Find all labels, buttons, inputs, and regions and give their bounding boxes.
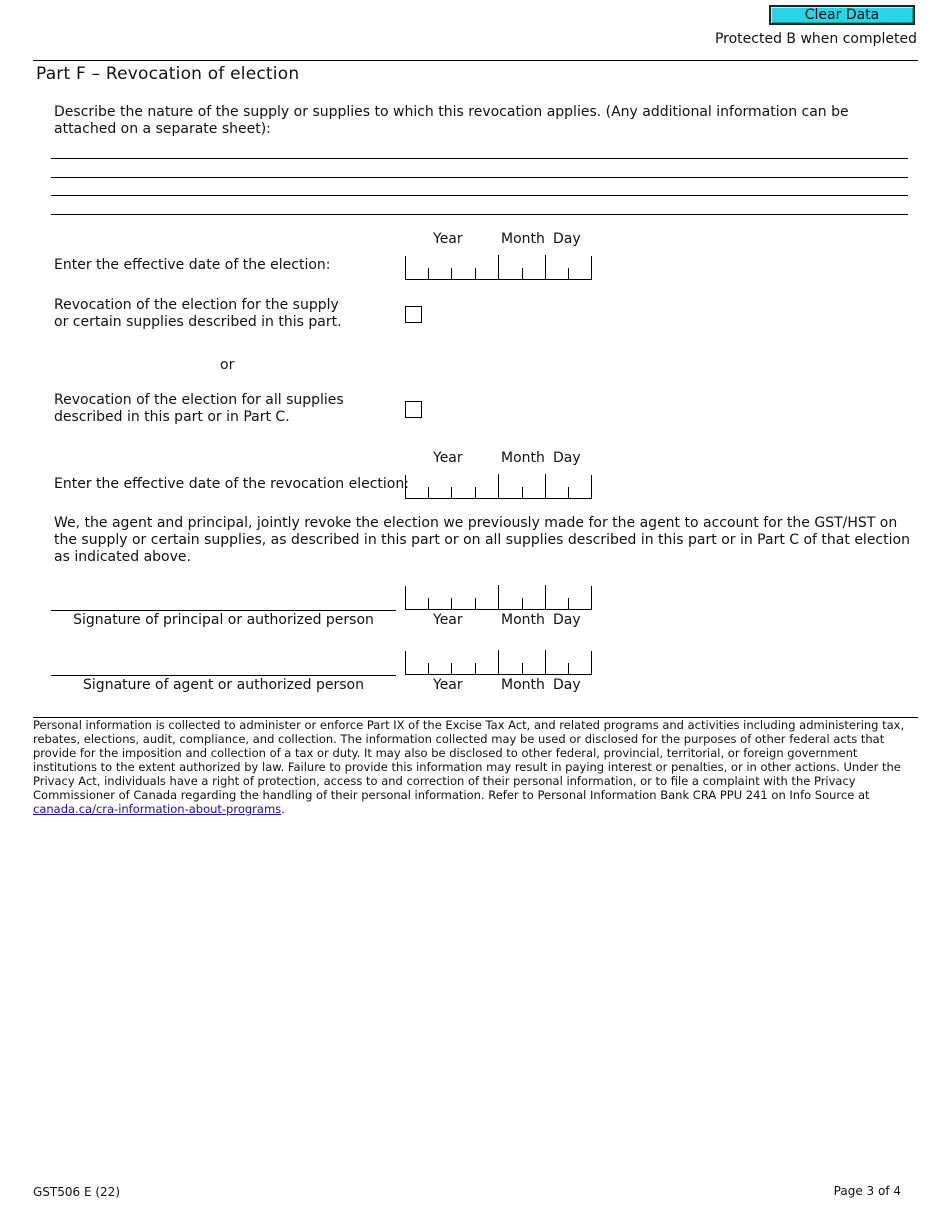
part-title: Part F – Revocation of election bbox=[36, 64, 300, 84]
month-header: Month bbox=[501, 450, 545, 466]
effective-date-field[interactable] bbox=[405, 256, 592, 280]
supply-description-label: Describe the nature of the supply or supplies to which this revocation applies. (Any additional information can be attached on a separate sheet): bbox=[54, 104, 849, 137]
revocation-date-label: Enter the effective date of the revocation election: bbox=[54, 476, 409, 492]
revocation-option-2-checkbox[interactable] bbox=[405, 401, 422, 418]
privacy-notice-text: Personal information is collected to administer or enforce Part IX of the Excise Tax Act, and related programs and activities including administering tax, rebates, elections, audit, compliance, and collection. The information collected may be used or disclosed for the purposes of other federal acts that provide for the imposition and collection of a tax or duty. It may also be disclosed to other federal, provincial, territorial, or foreign government institutions to the extent authorized by law. Failure to provide this information may result in paying interest or penalties, or in other actions. Under the Privacy Act, individuals have a right of protection, access to and correction of their personal information, or to file a complaint with the Privacy Commissioner of Canada regarding the handling of their personal information. Refer to Personal Information Bank CRA PPU 241 on Info Source at bbox=[33, 718, 905, 802]
principal-signature-line[interactable] bbox=[51, 610, 396, 611]
revocation-option-1-label: Revocation of the election for the supply or certain supplies described in this part. bbox=[54, 297, 342, 330]
privacy-notice-end: . bbox=[281, 802, 285, 816]
agent-signature-date-field[interactable] bbox=[405, 651, 592, 675]
header-divider bbox=[33, 60, 918, 61]
description-line-3[interactable] bbox=[51, 195, 908, 196]
month-header: Month bbox=[501, 677, 545, 693]
day-header: Day bbox=[553, 612, 581, 628]
day-header: Day bbox=[553, 231, 581, 247]
revocation-date-field[interactable] bbox=[405, 475, 592, 499]
day-header: Day bbox=[553, 677, 581, 693]
description-line-1[interactable] bbox=[51, 158, 908, 159]
form-number: GST506 E (22) bbox=[33, 1185, 120, 1199]
joint-revocation-statement: We, the agent and principal, jointly revoke the election we previously made for the agent to account for the GST/HST on the supply or certain supplies, as described in this part or on all supplies described in this part or in Part C of that election as indicated above. bbox=[54, 515, 910, 565]
year-header: Year bbox=[433, 612, 463, 628]
protected-b-label: Protected B when completed bbox=[714, 31, 917, 47]
month-header: Month bbox=[501, 612, 545, 628]
principal-signature-date-field[interactable] bbox=[405, 586, 592, 610]
year-header: Year bbox=[433, 677, 463, 693]
description-line-2[interactable] bbox=[51, 177, 908, 178]
month-header: Month bbox=[501, 231, 545, 247]
year-header: Year bbox=[433, 450, 463, 466]
page-number: Page 3 of 4 bbox=[833, 1184, 901, 1198]
day-header: Day bbox=[553, 450, 581, 466]
agent-signature-line[interactable] bbox=[51, 675, 396, 676]
clear-data-button[interactable]: Clear Data bbox=[769, 5, 915, 25]
effective-date-label: Enter the effective date of the election: bbox=[54, 257, 331, 273]
agent-signature-label: Signature of agent or authorized person bbox=[83, 677, 364, 693]
privacy-notice bbox=[33, 718, 905, 816]
revocation-option-1-checkbox[interactable] bbox=[405, 306, 422, 323]
year-header: Year bbox=[433, 231, 463, 247]
revocation-option-2-label: Revocation of the election for all supplies described in this part or in Part C. bbox=[54, 392, 344, 425]
description-line-4[interactable] bbox=[51, 214, 908, 215]
or-text: or bbox=[220, 357, 235, 373]
principal-signature-label: Signature of principal or authorized person bbox=[73, 612, 374, 628]
cra-info-link[interactable]: canada.ca/cra-information-about-programs bbox=[33, 802, 282, 816]
